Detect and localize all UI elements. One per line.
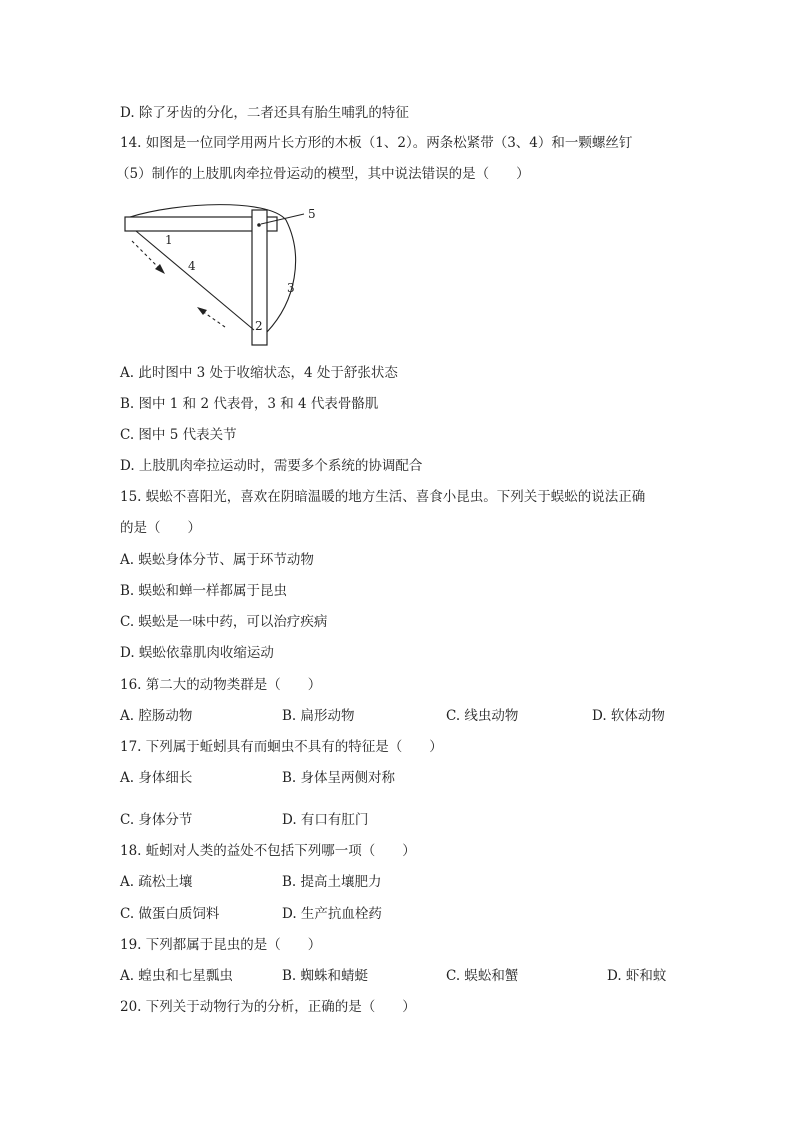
q19-stem: 19. 下列都属于昆虫的是（ ） [120, 937, 322, 953]
q15-option-a: A. 蜈蚣身体分节、属于环节动物 [120, 552, 314, 568]
q18-option-c: C. 做蛋白质饲料 [120, 906, 220, 922]
q18-option-d: D. 生产抗血栓药 [282, 906, 382, 922]
q19-option-d: D. 虾和蚊 [607, 968, 667, 984]
label-3: 3 [287, 281, 295, 295]
screw-5 [257, 223, 261, 227]
q14-option-b: B. 图中 1 和 2 代表骨，3 和 4 代表骨骼肌 [120, 396, 379, 412]
q14-option-d: D. 上肢肌肉牵拉运动时，需要多个系统的协调配合 [120, 458, 423, 474]
q16-option-d: D. 软体动物 [592, 708, 665, 724]
q19-option-c: C. 蜈蚣和蟹 [446, 968, 519, 984]
q16-option-b: B. 扁形动物 [282, 708, 355, 724]
label-2: 2 [255, 319, 263, 333]
q17-option-a: A. 身体细长 [120, 770, 193, 786]
q15-stem-line1: 15. 蜈蚣不喜阳光，喜欢在阴暗温暖的地方生活、喜食小昆虫。下列关于蜈蚣的说法正确 [120, 489, 646, 505]
q18-stem: 18. 蚯蚓对人类的益处不包括下列哪一项（ ） [120, 843, 416, 859]
q16-option-a: A. 腔肠动物 [120, 708, 193, 724]
q17-option-c: C. 身体分节 [120, 812, 193, 828]
q14-option-c: C. 图中 5 代表关节 [120, 427, 237, 443]
label-4: 4 [188, 259, 196, 273]
elastic-band-4 [136, 231, 254, 330]
q19-option-a: A. 蝗虫和七星瓢虫 [120, 968, 233, 984]
arrow-down-dashed [132, 241, 160, 269]
q16-option-c: C. 线虫动物 [446, 708, 519, 724]
q16-stem: 16. 第二大的动物类群是（ ） [120, 677, 322, 693]
label-5: 5 [308, 207, 316, 221]
label-1: 1 [165, 233, 173, 247]
q17-option-d: D. 有口有肛门 [282, 812, 369, 828]
q18-option-b: B. 提高土壤肥力 [282, 874, 382, 890]
q14-stem-line1: 14. 如图是一位同学用两片长方形的木板（1、2）。两条松紧带（3、4）和一颗螺丝钉 [120, 135, 633, 151]
q15-option-c: C. 蜈蚣是一味中药，可以治疗疾病 [120, 614, 328, 630]
arrow-up-head [197, 307, 207, 315]
q19-option-b: B. 蜘蛛和蜻蜓 [282, 968, 369, 984]
q15-stem-line2: 的是（ ） [120, 520, 201, 536]
q13-option-d: D. 除了牙齿的分化，二者还具有胎生哺乳的特征 [120, 105, 409, 121]
arrow-up-dashed [202, 311, 225, 327]
q18-option-a: A. 疏松土壤 [120, 874, 193, 890]
q17-stem: 17. 下列属于蚯蚓具有而蛔虫不具有的特征是（ ） [120, 739, 443, 755]
muscle-model-figure [118, 196, 338, 348]
q14-stem-line2: （5）制作的上肢肌肉牵拉骨运动的模型，其中说法错误的是（ ） [116, 166, 530, 182]
q17-option-b: B. 身体呈两侧对称 [282, 770, 396, 786]
q20-stem: 20. 下列关于动物行为的分析，正确的是（ ） [120, 999, 416, 1015]
arrow-down-head [155, 264, 165, 274]
q15-option-b: B. 蜈蚣和蝉一样都属于昆虫 [120, 583, 288, 599]
q15-option-d: D. 蜈蚣依靠肌肉收缩运动 [120, 645, 274, 661]
q14-option-a: A. 此时图中 3 处于收缩状态，4 处于舒张状态 [120, 365, 398, 381]
